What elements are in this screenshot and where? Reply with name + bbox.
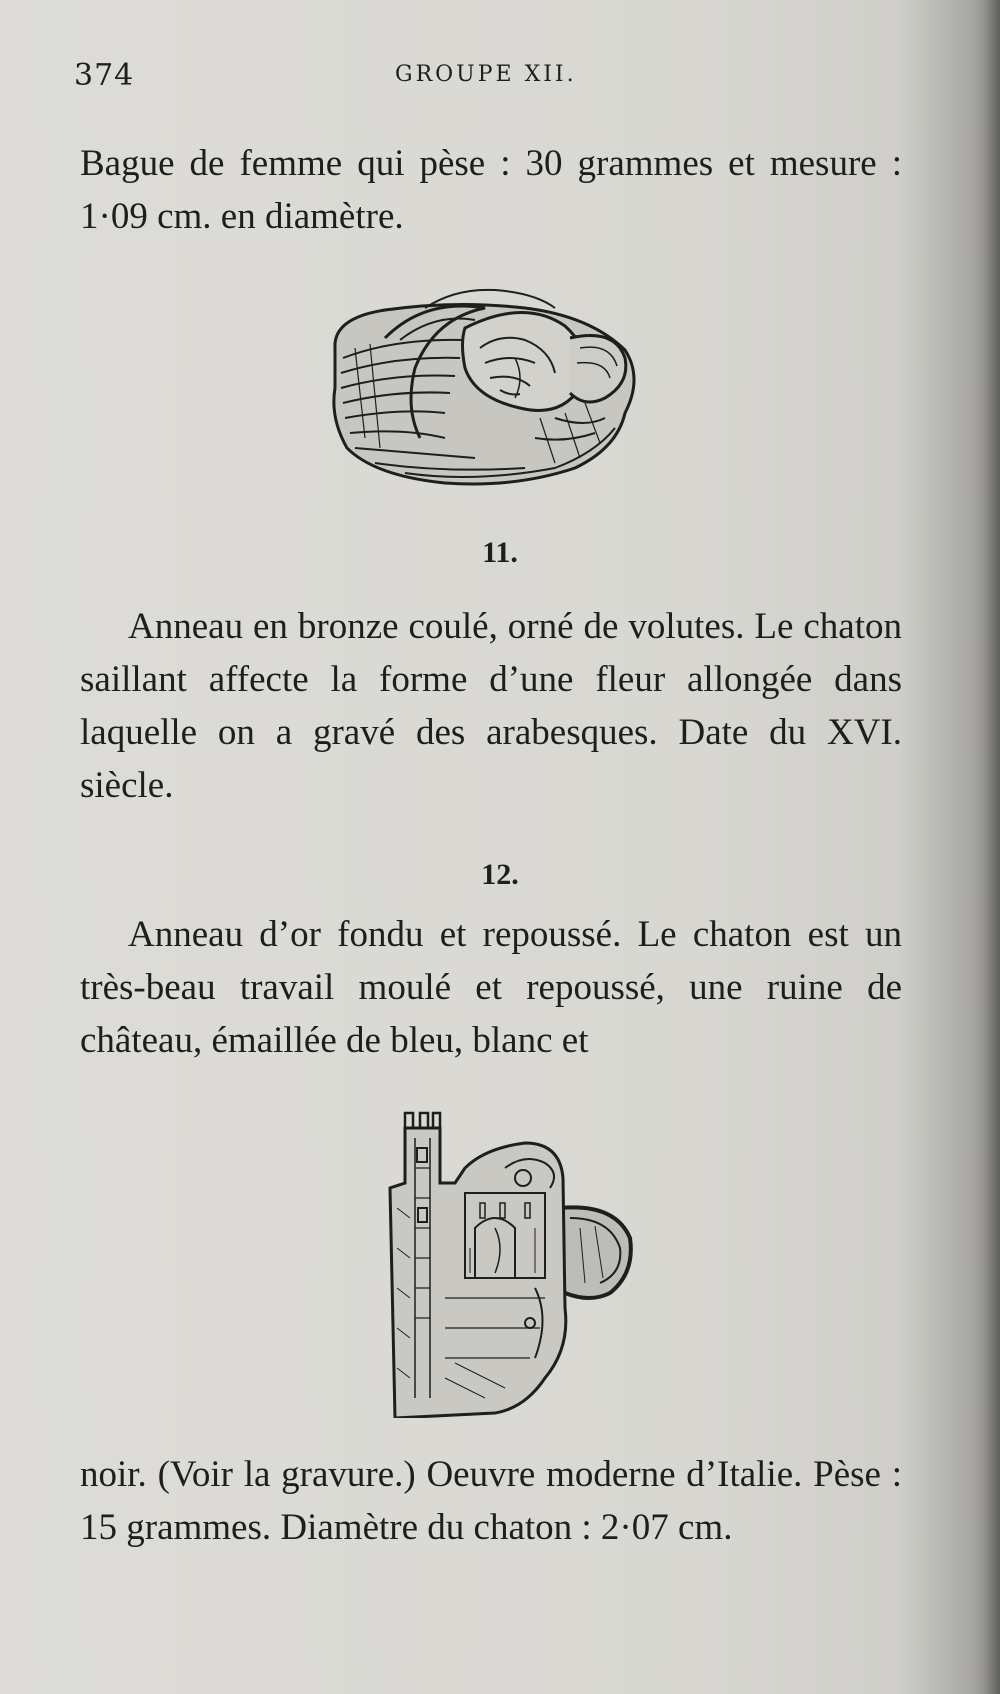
page-edge-shadow bbox=[982, 0, 1000, 1694]
paragraph-item-11: Anneau en bronze coulé, orné de volutes. Le chaton saillant affecte la forme d’une fleur allongée dans laquelle on a gravé des arabesques. Date du XVI. siècle. bbox=[80, 606, 902, 806]
page-header bbox=[0, 58, 1000, 98]
page-number: 374 bbox=[74, 58, 135, 93]
paragraph-item-12: Anneau d’or fondu et repoussé. Le chaton est un très-beau travail moulé et repoussé, une ruine de château, émaillée de bleu, blanc et bbox=[80, 914, 902, 1061]
running-head: GROUPE XII. bbox=[395, 62, 577, 87]
serpent-ring-illustration bbox=[325, 278, 650, 500]
castle-ring-illustration bbox=[385, 1108, 635, 1418]
item-number-12: 12. bbox=[481, 858, 519, 891]
paragraph-item-12-continued: noir. (Voir la gravure.) Oeuvre moderne d’Italie. Pèse : 15 grammes. Diamètre du chaton : 2·07 cm. bbox=[80, 1454, 902, 1548]
item-number-11: 11. bbox=[482, 536, 518, 569]
paragraph-ring-description: Bague de femme qui pèse : 30 grammes et mesure : 1·09 cm. en diamètre. bbox=[80, 143, 902, 237]
